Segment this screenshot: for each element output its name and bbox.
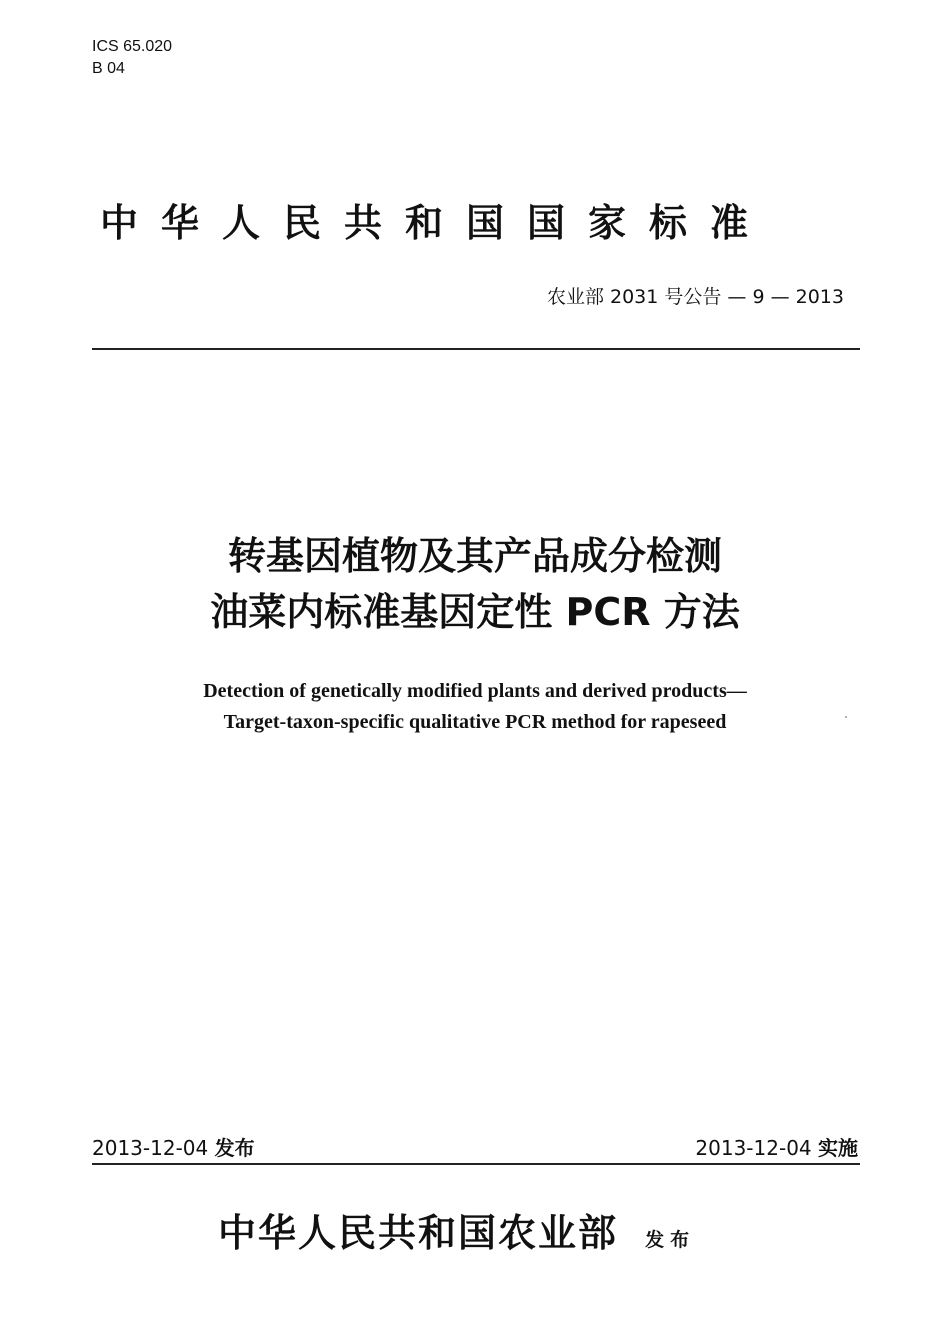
implementation-date-block [695,1132,858,1161]
top-divider [92,348,860,350]
chinese-title [0,528,950,640]
english-title-line-1: Detection of genetically modified plants and derived products— [203,680,747,702]
issuer-action: 发布 [645,1229,696,1251]
issue-label: 发布 [214,1136,255,1160]
chinese-title-line-2: 油菜内标准基因定性 PCR 方法 [210,590,740,634]
bottom-divider [92,1163,860,1165]
ccs-code: B 04 [92,60,125,77]
issuer-block [218,1202,695,1257]
english-title-line-2: Target-taxon-specific qualitative PCR method for rapeseed [223,711,727,733]
issue-date: 2013-12-04 [92,1136,209,1160]
classification-codes [92,36,172,80]
english-title [0,676,950,738]
standard-type-heading: 中华人民共和国国家标准 [100,201,772,245]
standard-number: 农业部 2031 号公告 — 9 — 2013 [546,286,844,308]
issuer-name: 中华人民共和国农业部 [218,1210,619,1255]
implementation-date: 2013-12-04 [695,1136,812,1160]
issue-date-block [92,1132,255,1161]
ics-code: ICS 65.020 [92,38,173,55]
scan-speck [845,716,847,718]
implementation-label: 实施 [818,1136,858,1160]
chinese-title-line-1: 转基因植物及其产品成分检测 [227,534,722,578]
